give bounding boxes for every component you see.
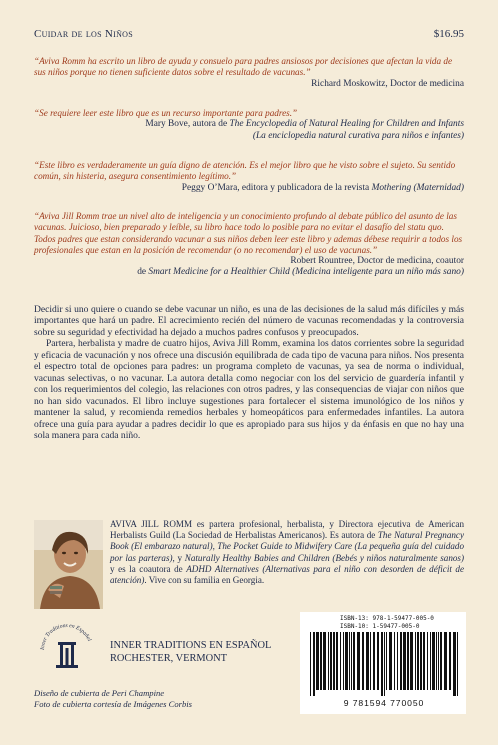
bio-book-title: Naturally Healthy Babies and Children (Bebés y niños naturalmente sanos) xyxy=(184,552,464,563)
barcode-bar xyxy=(444,632,447,690)
barcode-bar xyxy=(384,632,385,696)
book-description xyxy=(34,304,464,441)
blurb-book-subtitle: (La enciclopedia natural curativa para niños e infantes) xyxy=(252,130,464,141)
barcode-bar xyxy=(381,632,383,696)
barcode-bar xyxy=(330,632,332,690)
barcode-bar xyxy=(407,632,409,690)
barcode-bar xyxy=(436,632,437,690)
category-label: Cuidar de los Niños xyxy=(34,28,134,40)
blurb-magazine-title: Mothering (Maternidad) xyxy=(371,182,464,193)
barcode-bar xyxy=(410,632,413,690)
barcode-bar xyxy=(336,632,338,690)
blurb-bove xyxy=(34,108,464,142)
barcode-bar xyxy=(316,632,319,690)
bio-text: , xyxy=(212,541,218,552)
barcode-bar xyxy=(313,632,315,696)
blurb-attribution-prefix: de xyxy=(137,267,149,278)
barcode-bar xyxy=(320,632,322,690)
bio-book-title: The Pocket Guide to Midwifery Care (La pequeña guía del cuidado por las parteras) xyxy=(110,541,465,563)
barcode-bar xyxy=(403,632,406,690)
blurb-attribution: Richard Moskowitz, Doctor de medicina xyxy=(311,78,464,89)
design-credit: Diseño de cubierta de Peri Champine xyxy=(34,688,165,698)
barcode-bar xyxy=(430,632,431,690)
barcode-bar xyxy=(333,632,335,690)
barcode-bar xyxy=(389,632,392,690)
barcode-bar xyxy=(400,632,402,690)
blurb-attribution-prefix: Peggy O’Mara, editora y publicadora de la revista xyxy=(181,182,372,193)
barcode-bar xyxy=(394,632,395,690)
author-photo xyxy=(34,520,103,609)
blurb-attribution-subtitle xyxy=(34,131,464,142)
blurb-attribution-book xyxy=(34,267,464,278)
price-label: $16.95 xyxy=(433,28,464,40)
publisher-logo xyxy=(36,612,98,672)
publisher-location: ROCHESTER, VERMONT xyxy=(110,652,228,664)
barcode-bar xyxy=(310,632,311,696)
barcode-bar xyxy=(353,632,355,690)
blurb-moskowitz xyxy=(34,56,464,90)
author-bio xyxy=(110,519,464,586)
barcode-bar xyxy=(340,632,341,690)
barcode-bar xyxy=(415,632,416,690)
barcode-bar xyxy=(370,632,371,690)
publisher-name xyxy=(110,640,271,665)
blurb-rountree xyxy=(34,211,464,279)
barcode-bar xyxy=(373,632,375,690)
blurb-text: “Aviva Jill Romm trae un nivel alto de inteligencia y un conocimiento profundo al debate público del asunto de las vacunas. Juicioso, bien preparado y leíble, su libro hace todo lo posible para no evitar el dasafío del statu quo. Todos padres que estan considerando vacunar a sus niños deben leer este libro y ademas débese requirir a todos los profesionales que estan en la posición de recomendar (o no recomendar) el uso de vacunas.” xyxy=(34,211,463,255)
barcode-bar xyxy=(349,632,350,690)
photo-credit: Foto de cubierta cortesía de Imágenes Corbis xyxy=(34,699,193,709)
barcode-bar xyxy=(386,632,387,690)
bio-book-title: ADHD Alternatives (Alternativas para el niño con desorden de déficit de atención) xyxy=(110,563,464,586)
barcode-bar xyxy=(417,632,419,690)
bio-book-title: The Natural Pregnancy Book (El embarazo natural) xyxy=(110,530,464,552)
barcode-bar xyxy=(343,632,344,690)
blurb-text: “Se requiere leer este libro que es un recurso importante para padres.” xyxy=(34,108,298,118)
barcode-bar xyxy=(328,632,329,690)
barcode-bars xyxy=(308,632,460,696)
barcode-bar xyxy=(457,632,458,696)
barcode-bar xyxy=(377,632,379,690)
isbn13-label: ISBN-13: 978-1-59477-005-0 xyxy=(340,615,434,622)
barcode-bar xyxy=(357,632,360,690)
blurb-omara xyxy=(34,160,464,194)
author-portrait-image xyxy=(34,520,103,609)
barcode-bar xyxy=(440,632,442,690)
barcode-bar xyxy=(432,632,435,690)
blurb-text: “Aviva Romm ha escrito un libro de ayuda y consuelo para padres ansiosos por decisiones que afectan la vida de sus niños porque no tienen suficiente datos sobre el resultado de vacunas.” xyxy=(34,56,453,78)
bio-text: y es la coautora de xyxy=(110,563,187,574)
blurb-book-title: Smart Medicine for a Healthier Child (Medicina inteligente para un niño más sano) xyxy=(148,267,464,278)
barcode-bar xyxy=(453,632,456,696)
barcode-bar xyxy=(397,632,398,690)
barcode-bar xyxy=(449,632,451,690)
description-paragraph: Partera, herbalista y madre de cuatro hijos, Aviva Jill Romm, examina los datos corrientes sobre la seguridad y eficacia de vacunación y nos ofrece una discusión equilibrada de cada tipo de vacuna para niños. Nos presenta el espectro total de opciones para padres: un programa completo de vacunas, ya sea de norma o individual, vacunas selectivas, o no vacunar. La autora detalla como negociar con los del servicio de guardería infantil y con los requerimientos del colegio, las relaciones con otros padres, y las consequencias de viajar con niños que no han sido vacunados. El libro incluye sugestiones para fortalecer el sistema imunológico de los niños y mantener la salud, y recomienda remedios herbales y homeopáticos para enfermedades infantiles. La autora ofrece una guía para ayudar a padres decidir lo que es apropiado para sus hijos y da énfasis en que no hay una sola manera para cada niño. xyxy=(34,338,464,441)
cover-credits xyxy=(34,688,192,710)
publisher-logo-text: Inner Traditions en Español xyxy=(39,622,93,651)
barcode-bar xyxy=(351,632,352,690)
isbn10-label: ISBN-10: 1-59477-005-0 xyxy=(340,623,420,630)
blurb-attribution xyxy=(34,119,464,130)
description-paragraph: Decidir si uno quiere o cuando se debe vacunar un niño, es una de las decisiones de la salud más difíciles y más importantes que hará un padre. El acrecimiento recién del número de vacunas recomendadas y la controversia sobre su seguridad y efectividad ha dejado a muchos padres confusos y preocupados. xyxy=(34,304,464,338)
barcode-digits: 9 781594 770050 xyxy=(343,698,425,708)
header-bar xyxy=(34,28,464,44)
blurb-attribution xyxy=(34,183,464,194)
barcode-bar xyxy=(423,632,425,690)
blurb-book-title: The Encyclopedia of Natural Healing for Children and Infants xyxy=(229,119,464,130)
barcode-bar xyxy=(345,632,348,690)
barcode-bar xyxy=(438,632,439,690)
bio-text: AVIVA JILL ROMM es partera profesional, herbalista, y Directora ejecutiva de American Herbalists Guild (La Sociedad de Herbalistas Americanos). Es autora de xyxy=(110,519,464,541)
barcode-bar xyxy=(427,632,428,690)
barcode-bar xyxy=(323,632,326,690)
blurb-text: “Este libro es verdaderamente un guía digno de atención. Es el mejor libro que he visto sobre el sujeto. Su sentido común, sin histeria, asegura consentimiento legítimo.” xyxy=(34,160,456,182)
blurb-attribution: Robert Rountree, Doctor de medicina, coautor xyxy=(290,256,464,267)
blurb-attribution-prefix: Mary Bove, autora de xyxy=(145,119,230,130)
barcode-bar xyxy=(362,632,364,690)
bio-text: . Vive con su familia en Georgia. xyxy=(144,575,265,586)
bio-text: , y xyxy=(172,552,185,563)
barcode-bar xyxy=(366,632,369,690)
barcode-bar xyxy=(420,632,422,690)
publisher-line: INNER TRADITIONS EN ESPAÑOL xyxy=(110,640,272,651)
